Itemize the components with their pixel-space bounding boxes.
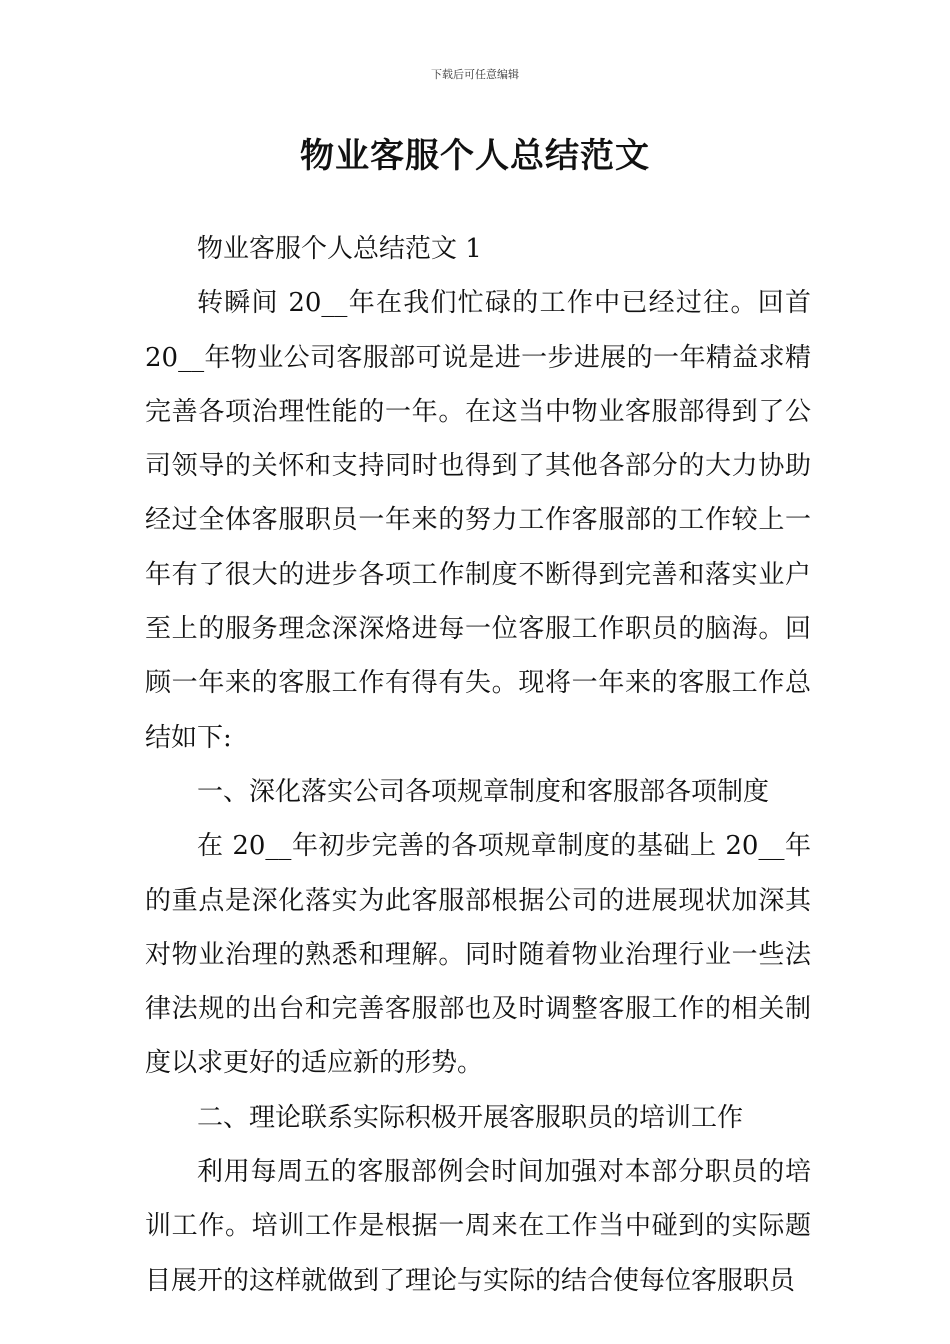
section-heading-2: 二、理论联系实际积极开展客服职员的培训工作	[197, 1102, 744, 1133]
document-body	[145, 222, 811, 1308]
paragraph-intro: 转瞬间 20__年在我们忙碌的工作中已经过往。回首 20__年物业公司客服部可说是进一步进展的一年精益求精完善各项治理性能的一年。在这当中物业客服部得到了公司领导的关怀和支持同时也得到了其他各部分的大力协助经过全体客服职员一年来的努力工作客服部的工作较上一年有了很大的进步各项工作制度不断得到完善和落实业户至上的服务理念深深烙进每一位客服工作职员的脑海。回顾一年来的客服工作有得有失。现将一年来的客服工作总结如下:	[145, 288, 811, 753]
paragraph-section-2: 利用每周五的客服部例会时间加强对本部分职员的培训工作。培训工作是根据一周来在工作当中碰到的实际题目展开的这样就做到了理论与实际的结合使每位客服职员	[145, 1157, 811, 1296]
document-title: 物业客服个人总结范文	[300, 136, 650, 176]
section-subtitle: 物业客服个人总结范文 1	[197, 234, 482, 264]
download-note: 下载后可任意编辑	[431, 68, 519, 81]
section-heading-1: 一、深化落实公司各项规章制度和客服部各项制度	[197, 776, 770, 807]
paragraph-section-1: 在 20__年初步完善的各项规章制度的基础上 20__年的重点是深化落实为此客服部根据公司的进展现状加深其对物业治理的熟悉和理解。同时随着物业治理行业一些法律法规的出台和完善客服部也及时调整客服工作的相关制度以求更好的适应新的形势。	[145, 831, 811, 1079]
